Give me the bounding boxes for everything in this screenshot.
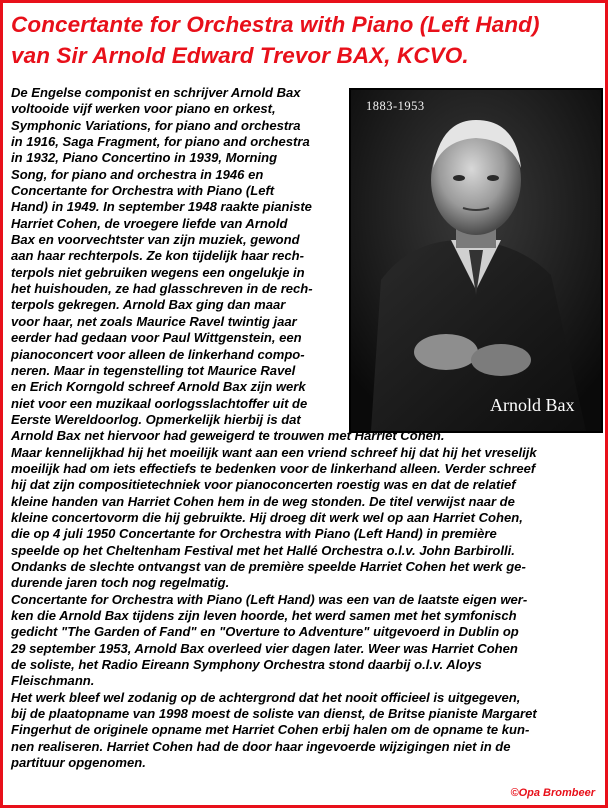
body-line: durende jaren toch nog regelmatig.: [11, 575, 230, 591]
body-line: Symphonic Variations, for piano and orchestra: [11, 117, 301, 133]
body-line: Ondanks de slechte ontvangst van de première speelde Harriet Cohen het werk ge-: [11, 558, 526, 574]
body-line: 29 september 1953, Arnold Bax overleed vier dagen later. Weer was Harriet Cohen: [11, 640, 518, 656]
photo-years: 1883-1953: [366, 99, 425, 113]
title-line-2: van Sir Arnold Edward Trevor BAX, KCVO.: [11, 43, 469, 68]
title-line-1: Concertante for Orchestra with Piano (Left Hand): [11, 12, 540, 37]
body-line: Fleischmann.: [11, 673, 95, 689]
page-title: [11, 9, 605, 71]
body-line: Concertante for Orchestra with Piano (Left: [11, 183, 275, 199]
body-line: en Erich Korngold schreef Arnold Bax zijn werk: [11, 379, 306, 395]
body-line: Song, for piano and orchestra in 1946 en: [11, 166, 264, 182]
body-line: moeilijk had om iets effectiefs te bedenken voor de linkerhand alleen. Verder schreef: [11, 460, 536, 476]
body-line: ken die Arnold Bax tijdens zijn leven hoorde, het werd samen met het symfonisch: [11, 608, 517, 623]
photo-caption: Arnold Bax: [490, 395, 575, 415]
body-line: nen realiseren. Harriet Cohen had de door haar ingevoerde wijzigingen niet in de: [11, 738, 511, 754]
body-line: niet voor een muzikaal oorlogsslachtoffer uit de: [11, 395, 308, 411]
body-line: die op 4 juli 1950 Concertante for Orchestra with Piano (Left Hand) in première: [11, 526, 497, 542]
body-line: het huishouden, ze had glasschreven in de rech-: [11, 281, 313, 297]
body-line: eerder had gedaan voor Paul Wittgenstein, een: [11, 330, 302, 346]
body-line: Eerste Wereldoorlog. Opmerkelijk hierbij is dat: [11, 411, 301, 427]
body-line: neren. Maar in tegenstelling tot Maurice Ravel: [11, 362, 296, 378]
body-line: de soliste, het Radio Eireann Symphony Orchestra stond daarbij o.l.v. Aloys: [11, 657, 482, 673]
body-line: Harriet Cohen, de vroegere liefde van Arnold: [11, 215, 288, 231]
body-line: Concertante for Orchestra with Piano (Left Hand) was een van de laatste eigen wer-: [11, 591, 528, 607]
signature: ©Opa Brombeer: [510, 787, 595, 799]
body-line: terpols niet gebruiken wegens een ongelukje in: [11, 264, 305, 280]
body-line: voltooide vijf werken voor piano en orkest,: [11, 101, 276, 117]
body-line: speelde op het Cheltenham Festival met het Hallé Orchestra o.l.v. John Barbirolli.: [11, 542, 515, 558]
body-line: bij de plaatopname van 1998 moest de soliste van dienst, de Britse pianiste Margaret: [11, 706, 537, 722]
body-line: kleine concertovorm die hij gebruikte. Hij droeg dit werk wel op aan Harriet Cohen,: [11, 509, 523, 525]
body-line: Arnold Bax net hiervoor had geweigerd te trouwen met Harriet Cohen.: [11, 428, 445, 444]
body-line: terpols gekregen. Arnold Bax ging dan maar: [11, 297, 286, 313]
body-line: in 1932, Piano Concertino in 1939, Morning: [11, 150, 278, 166]
body-line: Hand) in 1949. In september 1948 raakte pianiste: [11, 199, 312, 215]
body-line: Bax en voorvechtster van zijn muziek, gewond: [11, 232, 300, 248]
body-line: kleine handen van Harriet Cohen hem in de weg stonden. De titel verwijst naar de: [11, 493, 515, 509]
body-line: hij dat zijn compositietechniek voor pianoconcerten roestig was en dat de relatief: [11, 477, 516, 493]
body-line: Maar kennelijkhad hij het moeilijk want aan een vriend schreef hij dat hij het vreselijk: [11, 444, 537, 460]
body-line: De Engelse componist en schrijver Arnold Bax: [11, 85, 301, 100]
body-line: voor haar, net zoals Maurice Ravel twintig jaar: [11, 313, 297, 329]
body-line: gedicht "The Garden of Fand" en "Overture to Adventure" uitgevoerd in Dublin op: [11, 624, 519, 640]
body-line: pianoconcert voor alleen de linkerhand compo-: [11, 346, 305, 362]
body-line: aan haar rechterpols. Ze kon tijdelijk haar rech-: [11, 248, 304, 264]
article-body: [11, 85, 605, 771]
body-line: partituur opgenomen.: [11, 755, 146, 771]
body-line: in 1916, Saga Fragment, for piano and orchestra: [11, 134, 310, 150]
body-line: Het werk bleef wel zodanig op de achtergrond dat het nooit officieel is uitgegeven,: [11, 689, 521, 705]
body-line: Fingerhut de originele opname met Harriet Cohen erbij halen om de opname te kun-: [11, 722, 530, 738]
